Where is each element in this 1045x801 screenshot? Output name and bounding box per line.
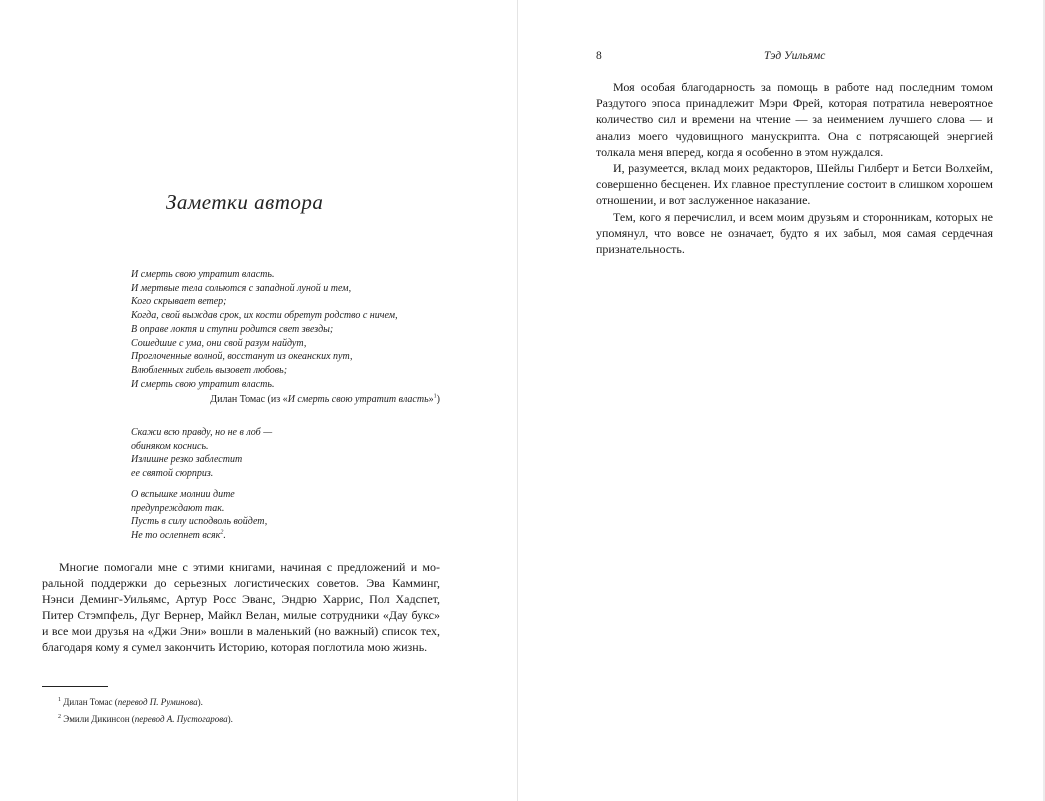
attribution-title: И смерть свою утратит власть <box>287 394 429 405</box>
footnote-translator: перевод А. Пустогарова <box>134 714 228 724</box>
footnotes <box>58 694 438 728</box>
epigraph-attribution <box>131 394 440 405</box>
poem-last-line-end: . <box>223 530 226 542</box>
poem-line: И смерть свою утратит власть. <box>131 269 275 280</box>
body-paragraph: И, разумеется, вклад моих редакторов, Шейлы Гилберт и Бетси Волхейм, совершенно бесценен. Их главное преступление состоит в слишком хорошем отношении, и вот заслуженное наказание. <box>596 161 993 208</box>
epigraph-poem-2-stanza-1 <box>131 426 461 481</box>
footnote-end: ). <box>227 714 233 724</box>
epigraph-poem-2-stanza-2 <box>131 488 461 543</box>
epigraph-poem-1 <box>131 268 461 391</box>
poem-line: Кого скрывает ветер; <box>131 296 227 308</box>
footnote-1 <box>58 694 438 711</box>
attribution-quote-end: » <box>428 394 434 405</box>
footnote-translator: перевод П. Руминова <box>117 697 198 707</box>
poem-line: ее святой сюрприз. <box>131 468 214 480</box>
poem-line: Проглоченные волной, восстанут из океанских пут, <box>131 351 353 363</box>
footnote-divider <box>42 686 108 687</box>
poem-line: В оправе локтя и ступни родится свет звезды; <box>131 323 334 335</box>
poem-last-line <box>131 529 461 543</box>
body-paragraph: Многие помогали мне с этими книгами, начиная с предложений и моральной поддержки до серьезных логистических советов. Эва Камминг, Нэнси Деминг-Уильямс, Артур Росс Эванс, Эндрю Харрис, Пол Хадспет, Питер Стэмпфель, Дуг Вернер, Майкл Велан, милые сотрудники «Дау букс» и все мои друзья на «Джи Эни» вошли в маленький (но важный) список тех, благодаря кому я сумел закончить Историю, которая поглотила мою жизнь. <box>42 560 440 655</box>
poem-line: И мертвые тела сольются с западной луной и тем, <box>131 282 352 294</box>
footnote-end: ). <box>197 697 203 707</box>
footnote-ref-1[interactable]: 1 <box>433 393 437 400</box>
footnote-mark: 1 <box>58 697 61 703</box>
poem-line: Влюбленных гибель вызовет любовь; <box>131 364 288 376</box>
poem-line: И смерть свою утратит власть. <box>131 378 275 390</box>
poem-line: Скажи всю правду, но не в лоб — <box>131 427 273 438</box>
poem-line: обиняком коснись. <box>131 440 209 452</box>
chapter-title: Заметки автора <box>166 190 324 214</box>
poem-line: Пусть в силу исподволь войдет, <box>131 516 268 528</box>
attribution-author: Дилан Томас (из « <box>210 394 288 405</box>
body-paragraph: Тем, кого я перечислил, и всем моим друзьям и сторонникам, которых не упомянул, что вовсе не означает, будто я их забыл, моя самая сердечная признательность. <box>596 209 993 257</box>
footnote-ref-2[interactable]: 2 <box>220 529 224 536</box>
poem-line: Сошедшие с ума, они свой разум найдут, <box>131 337 307 349</box>
footnote-2 <box>58 711 438 728</box>
poem-line: Когда, свой выждав срок, их кости обретут родство с ничем, <box>131 310 398 322</box>
running-head-author: Тэд Уильямс <box>764 50 826 62</box>
acknowledgements-paragraph <box>42 559 440 656</box>
footnote-author: Эмили Дикинсон ( <box>63 714 135 724</box>
left-page <box>0 0 517 801</box>
footnote-author: Дилан Томас ( <box>63 697 118 707</box>
footnote-mark: 2 <box>58 714 61 720</box>
poem-line: О вспышке молнии дите <box>131 489 235 500</box>
body-paragraph: Моя особая благодарность за помощь в работе над последним томом Раздутого эпоса принадлежит Мэри Фрей, которая потратила невероятное количество сил и времени на чтение — за неимением лучшего слова — и анализ моего чудовищного манускрипта. Она с потрясающей энергией толкала меня вперед, когда я особенно в этом нуждался. <box>596 80 993 159</box>
attribution-close: ) <box>436 394 440 405</box>
poem-last-line-text: Не то ослепнет всяк <box>131 530 221 542</box>
page-number: 8 <box>596 50 602 62</box>
right-page-text <box>596 79 993 257</box>
poem-line: Излишне резко заблестит <box>131 454 243 466</box>
poem-line: предупреждают так. <box>131 502 225 514</box>
